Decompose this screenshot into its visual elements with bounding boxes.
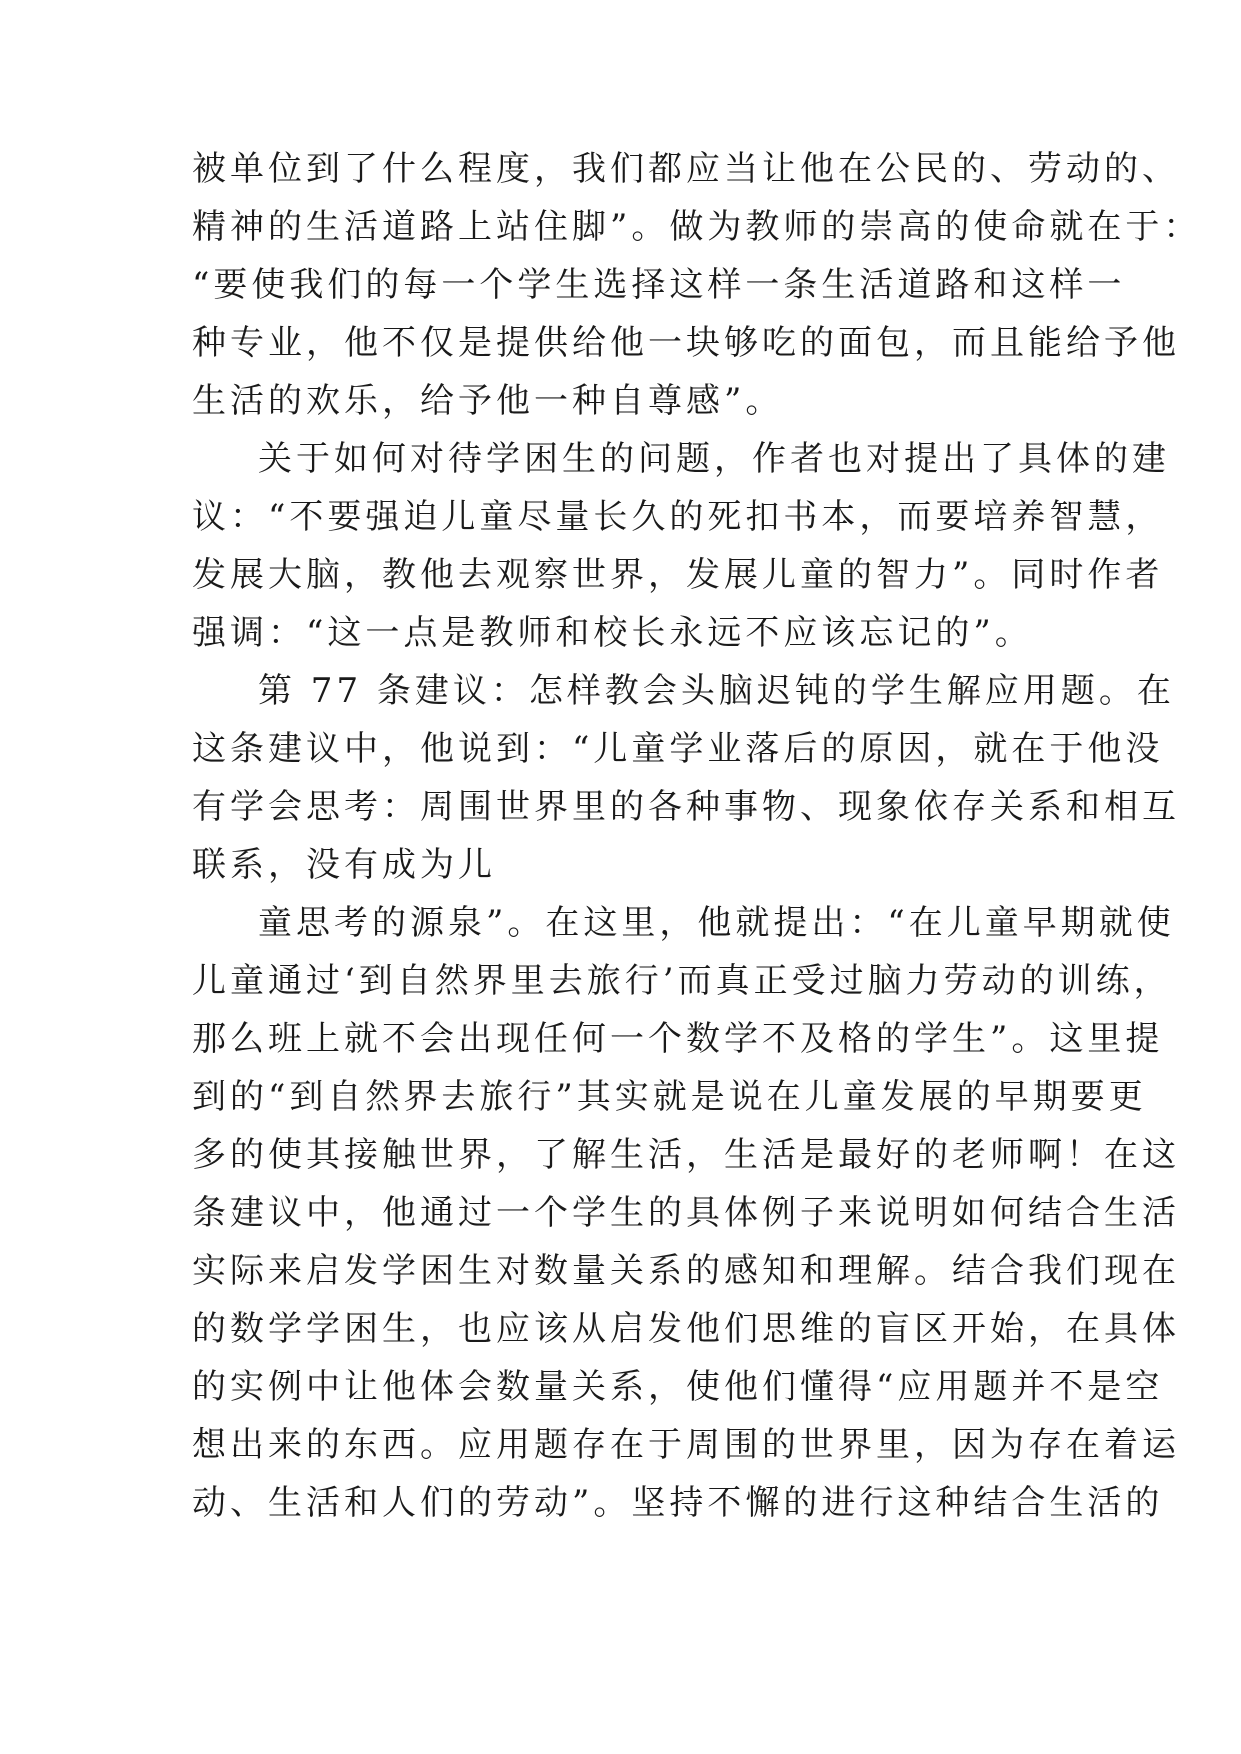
text-line: 议：“不要强迫儿童尽量长久的死扣书本，而要培养智慧， — [192, 497, 1164, 537]
text-line: 想出来的东西。应用题存在于周围的世界里，因为存在着运 — [192, 1425, 1180, 1465]
body-text — [192, 140, 1202, 1532]
text-line: 发展大脑，教他去观察世界，发展儿童的智力”。同时作者 — [192, 555, 1164, 595]
text-line: 精神的生活道路上站住脚”。做为教师的崇高的使命就在于： — [192, 207, 1202, 247]
text-line: 这条建议中，他说到：“儿童学业落后的原因，就在于他没 — [192, 729, 1164, 769]
text-line: 生活的欢乐，给予他一种自尊感”。 — [192, 381, 784, 421]
text-line: 实际来启发学困生对数量关系的感知和理解。结合我们现在 — [192, 1251, 1180, 1291]
text-line: 那么班上就不会出现任何一个数学不及格的学生”。这里提 — [192, 1019, 1164, 1059]
text-line: 强调：“这一点是教师和校长永远不应该忘记的”。 — [192, 613, 1033, 653]
text-line: 关于如何对待学困生的问题，作者也对提出了具体的建 — [258, 439, 1170, 479]
text-line: 童思考的源泉”。在这里，他就提出：“在儿童早期就使 — [258, 903, 1175, 943]
text-line: 多的使其接触世界，了解生活，生活是最好的老师啊！在这 — [192, 1135, 1180, 1175]
text-line: 条建议中，他通过一个学生的具体例子来说明如何结合生活 — [192, 1193, 1180, 1233]
text-line: 的数学学困生，也应该从启发他们思维的盲区开始，在具体 — [192, 1309, 1180, 1349]
text-line: 有学会思考：周围世界里的各种事物、现象依存关系和相互 — [192, 787, 1180, 827]
text-line: “要使我们的每一个学生选择这样一条生活道路和这样一 — [192, 265, 1126, 305]
text-line: 种专业，他不仅是提供给他一块够吃的面包，而且能给予他 — [192, 323, 1180, 363]
text-line: 动、生活和人们的劳动”。坚持不懈的进行这种结合生活的 — [192, 1483, 1164, 1523]
text-line: 第 77 条建议：怎样教会头脑迟钝的学生解应用题。在 — [258, 671, 1175, 711]
text-line: 被单位到了什么程度，我们都应当让他在公民的、劳动的、 — [192, 149, 1180, 189]
text-line: 到的“到自然界去旅行”其实就是说在儿童发展的早期要更 — [192, 1077, 1147, 1117]
text-line: 联系，没有成为儿 — [192, 845, 496, 885]
text-line: 的实例中让他体会数量关系，使他们懂得“应用题并不是空 — [192, 1367, 1164, 1407]
text-line: 儿童通过‘到自然界里去旅行’而真正受过脑力劳动的训练， — [192, 961, 1172, 1001]
